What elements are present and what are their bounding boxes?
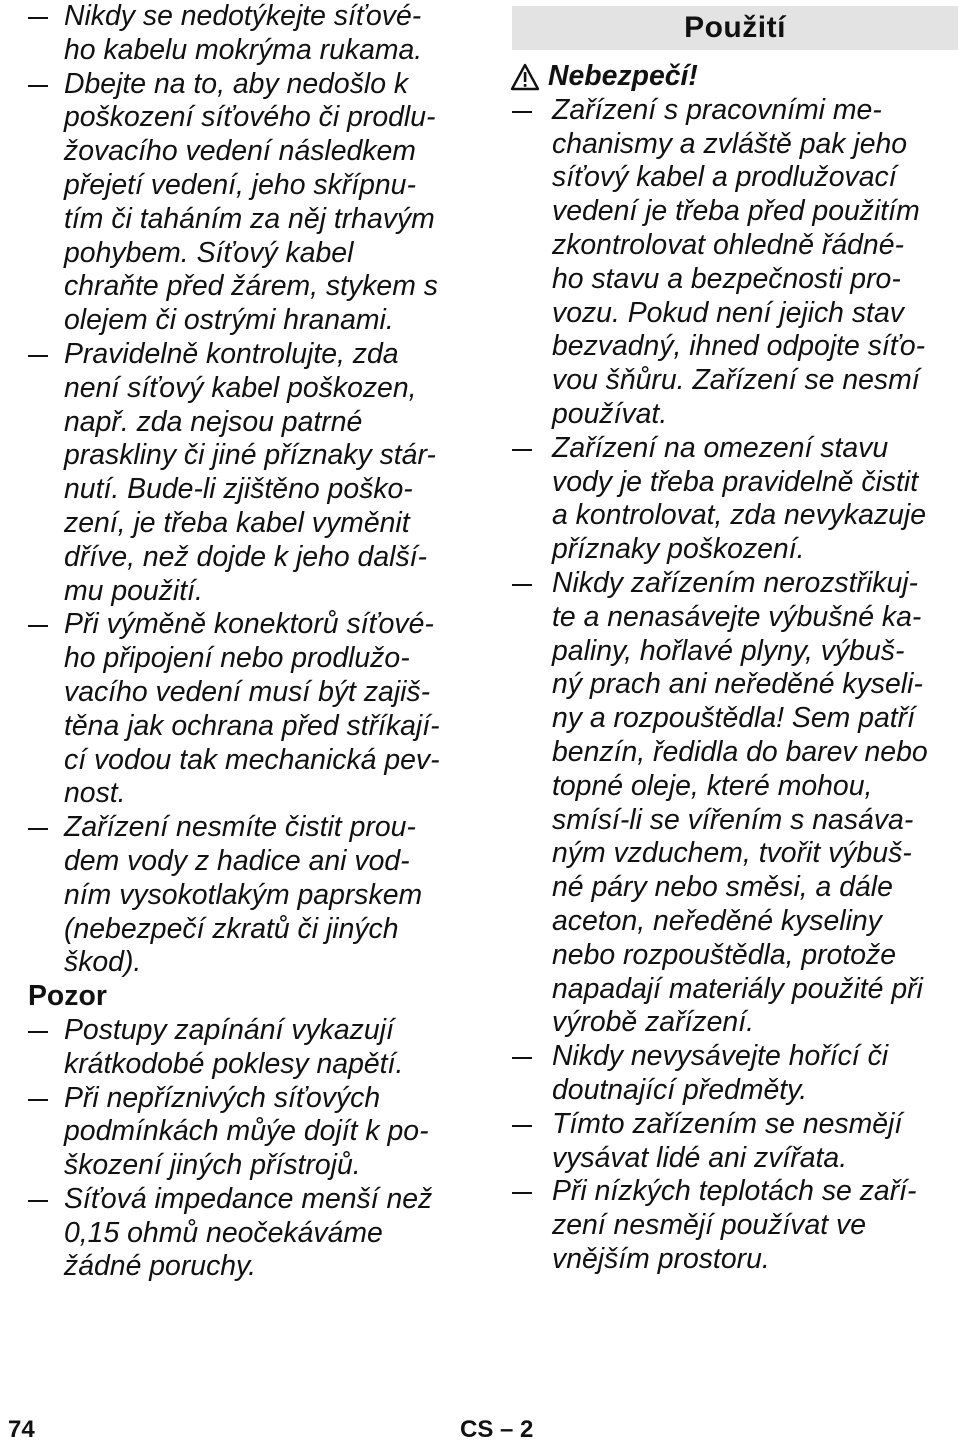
text-line: praskliny či jiné příznaky stár- — [64, 439, 436, 472]
page-number: 74 — [8, 1416, 35, 1443]
text-line: krátkodobé poklesy napětí. — [64, 1047, 404, 1080]
list-item-text — [64, 0, 485, 68]
text-line: není síťový kabel poškozen, — [64, 371, 417, 404]
list-item-text — [64, 811, 485, 980]
dash-bullet-icon — [512, 1057, 532, 1059]
text-line: Postupy zapínání vykazují — [64, 1013, 394, 1046]
text-line: (nebezpečí zkratů či jiných — [64, 912, 399, 945]
dash-bullet-icon — [28, 355, 48, 357]
text-line: Při nízkých teplotách se zaří- — [552, 1175, 917, 1208]
list-item-text — [64, 338, 485, 608]
dash-bullet-icon — [28, 17, 48, 19]
text-line: smísí-li se vířením s nasáva- — [552, 803, 914, 836]
list-item — [512, 1175, 958, 1276]
list-item — [512, 1108, 958, 1176]
list-item — [30, 811, 485, 980]
dash-bullet-icon — [28, 1099, 48, 1101]
text-line: vou šňůru. Zařízení se nesmí — [552, 364, 920, 397]
list-item-text — [552, 432, 958, 567]
text-line: benzín, ředidla do barev nebo — [552, 735, 928, 768]
text-line: cí vodou tak mechanická pev- — [64, 743, 440, 776]
text-line: napadají materiály použité při — [552, 972, 923, 1005]
text-line: 0,15 ohmů neočekáváme — [64, 1216, 383, 1249]
text-line: nutí. Bude-li zjištěno poško- — [64, 473, 413, 506]
pozor-heading: Pozor — [28, 980, 107, 1013]
text-line: doutnající předměty. — [552, 1073, 808, 1106]
list-item — [512, 1040, 958, 1108]
text-line: te a nenasávejte výbušné ka- — [552, 600, 922, 633]
dash-bullet-icon — [512, 584, 532, 586]
text-line: výrobě zařízení. — [552, 1006, 754, 1039]
text-line: škození jiných přístrojů. — [64, 1149, 361, 1182]
text-line: pohybem. Síťový kabel — [64, 236, 354, 269]
text-line: a kontrolovat, zda nevykazuje — [552, 499, 927, 532]
right-column — [512, 0, 958, 1277]
text-line: podmínkách můýe dojít k po- — [64, 1115, 429, 1148]
list-item — [30, 1183, 485, 1284]
list-item — [30, 1082, 485, 1183]
list-item-text — [552, 94, 958, 432]
text-line: Nikdy nevysávejte hořící či — [552, 1040, 889, 1073]
left-item-list — [30, 0, 485, 980]
text-line: zení nesmějí používat ve — [552, 1209, 867, 1242]
left-column — [30, 0, 485, 1284]
right-item-list — [512, 94, 958, 1277]
text-line: ho kabelu mokrýma rukama. — [64, 33, 423, 66]
text-line: topné oleje, které mohou, — [552, 769, 873, 802]
list-item-text — [552, 567, 958, 1040]
dash-bullet-icon — [28, 828, 48, 830]
text-line: Při nepříznivých síťových — [64, 1081, 381, 1114]
text-line: těna jak ochrana před stříkají- — [64, 709, 440, 742]
text-line: vnějším prostoru. — [552, 1242, 770, 1275]
list-item-text — [64, 1014, 485, 1082]
text-line: vedení je třeba před použitím — [552, 195, 920, 228]
text-line: Pravidelně kontrolujte, zda — [64, 337, 399, 370]
text-line: né páry nebo směsi, a dále — [552, 871, 893, 904]
text-line: chanismy a zvláště pak jeho — [552, 127, 908, 160]
text-line: vozu. Pokud není jejich stav — [552, 296, 904, 329]
text-line: zení, je třeba kabel vyměnit — [64, 506, 410, 539]
text-line: chraňte před žárem, stykem s — [64, 270, 438, 303]
list-item — [512, 432, 958, 567]
section-title: Použití — [512, 6, 958, 50]
text-line: dříve, než dojde k jeho další- — [64, 540, 427, 573]
text-line: vysávat lidé ani zvířata. — [552, 1141, 848, 1174]
dash-bullet-icon — [512, 111, 532, 113]
text-line: vody je třeba pravidelně čistit — [552, 465, 919, 498]
text-line: ho stavu a bezpečnosti pro- — [552, 262, 901, 295]
text-line: Zařízení s pracovními me- — [552, 93, 882, 126]
text-line: např. zda nejsou patrné — [64, 405, 363, 438]
language-page-label: CS – 2 — [460, 1416, 534, 1443]
list-item — [30, 0, 485, 68]
text-line: Tímto zařízením se nesmějí — [552, 1107, 903, 1140]
list-item-text — [552, 1108, 958, 1176]
text-line: poškození síťového či prodlu- — [64, 101, 436, 134]
text-line: tím či taháním za něj trhavým — [64, 202, 435, 235]
list-item — [512, 567, 958, 1040]
text-line: mu použití. — [64, 574, 203, 607]
list-item-text — [64, 1183, 485, 1284]
text-line: Nikdy zařízením nerozstřikuj- — [552, 566, 919, 599]
list-item-text — [64, 608, 485, 811]
text-line: dem vody z hadice ani vod- — [64, 844, 410, 877]
list-item — [512, 94, 958, 432]
list-item-text — [552, 1040, 958, 1108]
list-item-text — [64, 1082, 485, 1183]
dash-bullet-icon — [28, 85, 48, 87]
text-line: přejetí vedení, jeho skřípnu- — [64, 168, 416, 201]
text-line: síťový kabel a prodlužovací — [552, 161, 897, 194]
dash-bullet-icon — [28, 1200, 48, 1202]
text-line: používat. — [552, 397, 668, 430]
dash-bullet-icon — [512, 1125, 532, 1127]
list-item — [30, 1014, 485, 1082]
dash-bullet-icon — [28, 625, 48, 627]
list-item-text — [64, 68, 485, 338]
list-item-text — [552, 1175, 958, 1276]
text-line: Zařízení nesmíte čistit prou- — [64, 811, 416, 844]
list-item — [30, 338, 485, 608]
text-line: ho připojení nebo prodlužo- — [64, 642, 410, 675]
text-line: žovacího vedení následkem — [64, 135, 416, 168]
list-item — [30, 68, 485, 338]
dash-bullet-icon — [512, 449, 532, 451]
text-line: Nikdy se nedotýkejte síťové- — [64, 0, 422, 32]
danger-label: Nebezpečí! — [548, 60, 698, 92]
text-line: aceton, neředěné kyseliny — [552, 904, 882, 937]
warning-triangle-icon — [510, 63, 540, 91]
text-line: nebo rozpouštědla, protože — [552, 938, 897, 971]
text-line: ný prach ani neředěné kyseli- — [552, 668, 923, 701]
text-line: paliny, hořlavé plyny, výbuš- — [552, 634, 905, 667]
dash-bullet-icon — [512, 1192, 532, 1194]
dash-bullet-icon — [28, 1031, 48, 1033]
text-line: žádné poruchy. — [64, 1250, 257, 1283]
list-item — [30, 608, 485, 811]
text-line: bezvadný, ihned odpojte síťo- — [552, 330, 926, 363]
text-line: Dbejte na to, aby nedošlo k — [64, 67, 409, 100]
text-line: ny a rozpouštědla! Sem patří — [552, 702, 915, 735]
pozor-item-list — [30, 1014, 485, 1284]
text-line: Zařízení na omezení stavu — [552, 431, 889, 464]
text-line: příznaky poškození. — [552, 533, 805, 566]
text-line: Síťová impedance menší než — [64, 1182, 433, 1215]
danger-heading — [512, 60, 958, 94]
text-line: ním vysokotlakým paprskem — [64, 878, 423, 911]
text-line: Při výměně konektorů síťové- — [64, 608, 434, 641]
text-line: zkontrolovat ohledně řádné- — [552, 228, 904, 261]
text-line: olejem či ostrými hranami. — [64, 304, 394, 337]
text-line: škod). — [64, 946, 142, 979]
text-line: ným vzduchem, tvořit výbuš- — [552, 837, 912, 870]
text-line: nost. — [64, 777, 126, 810]
text-line: vacího vedení musí být zajiš- — [64, 675, 431, 708]
